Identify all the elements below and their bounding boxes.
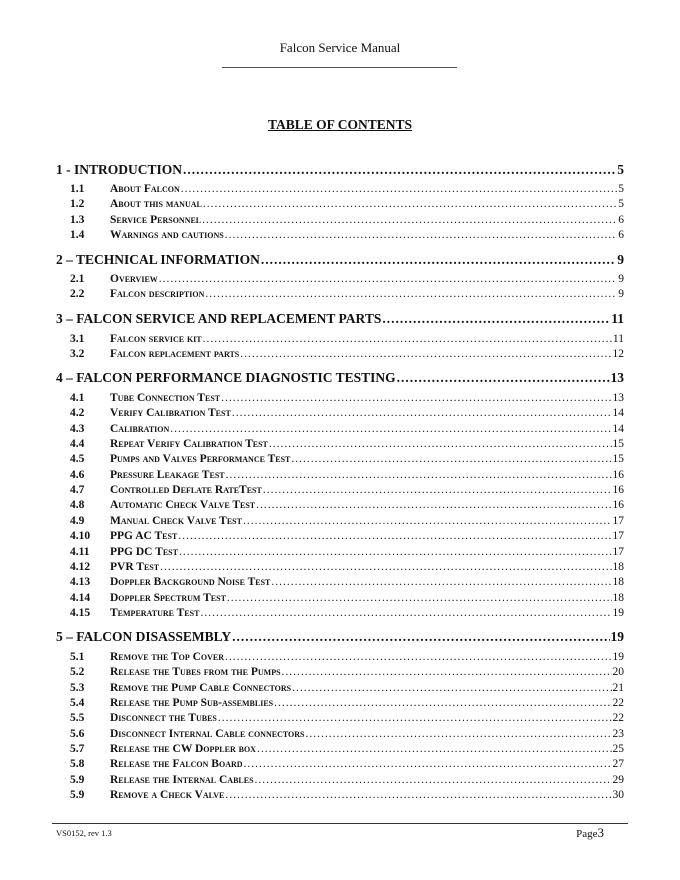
toc-subsection-entry[interactable] bbox=[56, 499, 624, 511]
toc-entry-title: Release the Internal Cables bbox=[110, 773, 254, 786]
toc-entry-number: 5.9 bbox=[70, 773, 85, 786]
toc-leader-dots bbox=[263, 484, 612, 496]
toc-entry-page: 20 bbox=[612, 666, 624, 679]
toc-subsection-entry[interactable] bbox=[56, 288, 624, 300]
toc-leader-dots bbox=[257, 743, 612, 755]
toc-entry-page: 30 bbox=[612, 789, 624, 802]
toc-entry-page: 12 bbox=[612, 348, 624, 361]
toc-entry-title: Release the Tubes from the Pumps bbox=[110, 666, 281, 679]
toc-entry-page: 5 bbox=[617, 162, 624, 177]
toc-entry-number: 4.7 bbox=[70, 484, 85, 497]
toc-subsection-entry[interactable] bbox=[56, 484, 624, 496]
toc-entry-number: 4.6 bbox=[70, 468, 85, 481]
toc-entry-page: 22 bbox=[612, 697, 624, 710]
toc-leader-dots bbox=[179, 546, 612, 558]
footer-page-number: 3 bbox=[597, 825, 604, 840]
toc-entry-page: 14 bbox=[612, 407, 624, 420]
toc-entry-number: 4.8 bbox=[70, 499, 85, 512]
toc-entry-title: 2 – TECHNICAL INFORMATION bbox=[56, 252, 260, 267]
toc-entry-page: 15 bbox=[612, 453, 624, 466]
toc-entry-page: 17 bbox=[612, 545, 624, 558]
toc-subsection-entry[interactable] bbox=[56, 682, 624, 694]
toc-entry-title: Overview bbox=[110, 273, 158, 285]
toc-leader-dots bbox=[202, 214, 617, 226]
toc-entry-number: 5.4 bbox=[70, 697, 85, 710]
toc-leader-dots bbox=[255, 774, 612, 786]
toc-entry-page: 25 bbox=[612, 743, 624, 756]
toc-leader-dots bbox=[397, 370, 610, 386]
toc-entry-title: Remove the Top Cover bbox=[110, 651, 225, 663]
toc-leader-dots bbox=[159, 273, 617, 285]
toc-leader-dots bbox=[200, 607, 611, 619]
toc-entry-page: 6 bbox=[618, 213, 624, 226]
toc-leader-dots bbox=[218, 712, 612, 724]
toc-entry-page: 5 bbox=[618, 183, 624, 195]
toc-entry-number: 1.3 bbox=[70, 213, 85, 226]
toc-entry-title: Automatic Check Valve Test bbox=[110, 499, 256, 512]
toc-subsection-entry[interactable] bbox=[56, 198, 624, 210]
toc-leader-dots bbox=[243, 515, 612, 527]
toc-subsection-entry[interactable] bbox=[56, 576, 624, 588]
toc-leader-dots bbox=[181, 183, 617, 195]
toc-leader-dots bbox=[225, 789, 611, 801]
toc-leader-dots bbox=[183, 162, 616, 178]
toc-entry-page: 18 bbox=[612, 591, 624, 604]
toc-entry-title: About this manual bbox=[110, 198, 202, 211]
toc-subsection-entry[interactable] bbox=[56, 229, 624, 241]
toc-entry-number: 4.10 bbox=[70, 530, 91, 543]
toc-entry-number: 3.1 bbox=[70, 333, 85, 345]
toc-leader-dots bbox=[227, 592, 612, 604]
toc-entry-number: 5.5 bbox=[70, 712, 85, 725]
toc-section-entry[interactable] bbox=[56, 370, 624, 386]
toc-subsection-entry[interactable] bbox=[56, 546, 624, 558]
toc-leader-dots bbox=[170, 423, 611, 435]
toc-entry-title: Falcon description bbox=[110, 288, 205, 301]
toc-subsection-entry[interactable] bbox=[56, 743, 624, 755]
toc-subsection-entry[interactable] bbox=[56, 697, 624, 709]
footer-rule bbox=[52, 823, 628, 824]
toc-entry-page: 16 bbox=[612, 499, 624, 512]
toc-entry-number: 5.2 bbox=[70, 666, 85, 679]
toc-entry-number: 5.6 bbox=[70, 727, 85, 740]
toc-entry-page: 23 bbox=[612, 727, 624, 740]
toc-entry-title: PPG AC Test bbox=[110, 530, 178, 543]
toc-entry-title: Doppler Background Noise Test bbox=[110, 576, 271, 589]
toc-entry-title: Disconnect Internal Cable connectors bbox=[110, 727, 305, 740]
toc-subsection-entry[interactable] bbox=[56, 453, 624, 465]
toc-leader-dots bbox=[221, 392, 611, 404]
toc-entry-title: Release the Pump Sub-assemblies bbox=[110, 697, 274, 710]
toc-entry-page: 27 bbox=[612, 758, 624, 771]
toc-leader-dots bbox=[226, 469, 612, 481]
toc-entry-number: 5.9 bbox=[70, 789, 85, 802]
toc-subsection-entry[interactable] bbox=[56, 666, 624, 678]
toc-entry-number: 4.13 bbox=[70, 576, 91, 589]
toc-entry-page: 19 bbox=[612, 606, 624, 619]
toc-entry-page: 5 bbox=[618, 198, 624, 211]
footer-doc-id: VS0152, rev 1.3 bbox=[56, 828, 112, 838]
toc-entry-number: 4.11 bbox=[70, 545, 90, 558]
toc-entry-number: 2.2 bbox=[70, 288, 85, 301]
toc-section-entry[interactable] bbox=[56, 311, 624, 327]
toc-entry-number: 2.1 bbox=[70, 273, 85, 285]
toc-entry-page: 18 bbox=[612, 576, 624, 589]
toc-subsection-entry[interactable] bbox=[56, 592, 624, 604]
toc-subsection-entry[interactable] bbox=[56, 515, 624, 527]
toc-leader-dots bbox=[203, 333, 612, 345]
toc-leader-dots bbox=[178, 530, 611, 542]
toc-entry-title: Pressure Leakage Test bbox=[110, 468, 225, 481]
footer-page bbox=[576, 825, 604, 841]
toc-entry-title: Doppler Spectrum Test bbox=[110, 591, 226, 604]
toc-entry-number: 4.2 bbox=[70, 407, 85, 420]
toc-leader-dots bbox=[382, 311, 610, 327]
toc-entry-title: Remove a Check Valve bbox=[110, 789, 225, 802]
toc-subsection-entry[interactable] bbox=[56, 348, 624, 360]
toc-entry-number: 5.3 bbox=[70, 681, 85, 694]
toc-entry-page: 21 bbox=[612, 681, 624, 694]
toc-entry-page: 15 bbox=[612, 438, 624, 451]
toc-entry-title: Tube Connection Test bbox=[110, 392, 221, 404]
toc-entry-page: 18 bbox=[612, 560, 624, 573]
toc-entry-title: Service Personnel bbox=[110, 213, 202, 226]
toc-entry-title: About Falcon bbox=[110, 183, 180, 195]
toc-leader-dots bbox=[160, 561, 611, 573]
toc-subsection-entry[interactable] bbox=[56, 273, 624, 285]
toc-entry-title: Falcon service kit bbox=[110, 333, 202, 345]
toc-leader-dots bbox=[292, 682, 611, 694]
toc-entry-number: 4.1 bbox=[70, 392, 85, 404]
toc-leader-dots bbox=[244, 758, 612, 770]
toc-entry-number: 3.2 bbox=[70, 348, 85, 361]
toc-entry-number: 1.2 bbox=[70, 198, 85, 211]
toc-entry-number: 4.12 bbox=[70, 560, 91, 573]
toc-entry-title: Disconnect the Tubes bbox=[110, 712, 217, 725]
toc-entry-title: PVR Test bbox=[110, 560, 160, 573]
toc-entry-page: 6 bbox=[618, 229, 624, 242]
toc-section-entry[interactable] bbox=[56, 252, 624, 268]
toc-entry-number: 1.1 bbox=[70, 183, 85, 195]
toc-entry-page: 19 bbox=[610, 629, 624, 644]
toc-leader-dots bbox=[256, 499, 611, 511]
toc-entry-title: 3 – FALCON SERVICE AND REPLACEMENT PARTS bbox=[56, 311, 382, 326]
toc-entry-title: Calibration bbox=[110, 422, 170, 435]
toc-entry-page: 9 bbox=[617, 252, 624, 267]
toc-entry-title: Pumps and Valves Performance Test bbox=[110, 453, 291, 466]
toc-subsection-entry[interactable] bbox=[56, 438, 624, 450]
toc-entry-page: 14 bbox=[612, 422, 624, 435]
toc-leader-dots bbox=[269, 438, 612, 450]
toc-entry-title: Repeat Verify Calibration Test bbox=[110, 438, 268, 451]
toc-subsection-entry[interactable] bbox=[56, 183, 624, 195]
toc-subsection-entry[interactable] bbox=[56, 392, 624, 404]
toc-entry-title: PPG DC Test bbox=[110, 545, 178, 558]
toc-leader-dots bbox=[205, 288, 617, 300]
toc-entry-number: 4.4 bbox=[70, 438, 85, 451]
toc-entry-title: Warnings and cautions bbox=[110, 229, 224, 242]
toc-leader-dots bbox=[225, 229, 618, 241]
toc-entry-page: 9 bbox=[618, 273, 624, 285]
toc-entry-number: 4.9 bbox=[70, 514, 85, 527]
toc-subsection-entry[interactable] bbox=[56, 214, 624, 226]
toc-entry-page: 16 bbox=[612, 468, 624, 481]
toc-entry-page: 11 bbox=[612, 333, 624, 345]
toc-subsection-entry[interactable] bbox=[56, 728, 624, 740]
toc-subsection-entry[interactable] bbox=[56, 712, 624, 724]
footer-page-label: Page bbox=[576, 828, 598, 840]
toc-subsection-entry[interactable] bbox=[56, 530, 624, 542]
toc-entry-title: Manual Check Valve Test bbox=[110, 514, 242, 527]
toc-subsection-entry[interactable] bbox=[56, 607, 624, 619]
toc-leader-dots bbox=[232, 629, 609, 645]
toc-leader-dots bbox=[274, 697, 611, 709]
toc-entry-page: 13 bbox=[610, 370, 624, 385]
toc-subsection-entry[interactable] bbox=[56, 469, 624, 481]
toc-entry-number: 1.4 bbox=[70, 229, 85, 242]
toc-entry-number: 4.5 bbox=[70, 453, 85, 466]
toc-entry-title: Falcon replacement parts bbox=[110, 348, 240, 361]
toc-entry-title: Verify Calibration Test bbox=[110, 407, 231, 420]
toc-subsection-entry[interactable] bbox=[56, 407, 624, 419]
toc-leader-dots bbox=[203, 198, 617, 210]
toc-subsection-entry[interactable] bbox=[56, 789, 624, 801]
toc-entry-page: 19 bbox=[612, 651, 624, 663]
toc-leader-dots bbox=[271, 576, 611, 588]
toc-leader-dots bbox=[306, 728, 612, 740]
toc-entry-title: 1 - INTRODUCTION bbox=[56, 162, 183, 177]
toc-leader-dots bbox=[282, 666, 612, 678]
toc-leader-dots bbox=[261, 252, 616, 268]
toc-section-entry[interactable] bbox=[56, 629, 624, 645]
toc-entry-page: 13 bbox=[612, 392, 624, 404]
toc-entry-number: 4.15 bbox=[70, 606, 91, 619]
toc-leader-dots bbox=[240, 348, 611, 360]
toc-subsection-entry[interactable] bbox=[56, 774, 624, 786]
toc-entry-title: 4 – FALCON PERFORMANCE DIAGNOSTIC TESTING bbox=[56, 370, 396, 385]
toc-entry-title: Temperature Test bbox=[110, 606, 200, 619]
toc-subsection-entry[interactable] bbox=[56, 651, 624, 663]
toc-entry-page: 29 bbox=[612, 773, 624, 786]
toc-subsection-entry[interactable] bbox=[56, 333, 624, 345]
toc-entry-page: 22 bbox=[612, 712, 624, 725]
toc-entry-page: 17 bbox=[612, 530, 624, 543]
toc-leader-dots bbox=[225, 651, 611, 663]
toc-leader-dots bbox=[291, 453, 611, 465]
toc-leader-dots bbox=[232, 407, 612, 419]
toc-entry-page: 11 bbox=[611, 311, 624, 326]
toc-entry-page: 9 bbox=[618, 288, 624, 301]
toc-section-entry[interactable] bbox=[56, 162, 624, 178]
toc-entry-title: 5 – FALCON DISASSEMBLY bbox=[56, 629, 232, 644]
toc-entry-title: Release the CW Doppler box bbox=[110, 743, 256, 756]
toc-subsection-entry[interactable] bbox=[56, 423, 624, 435]
toc-entry-number: 4.3 bbox=[70, 422, 85, 435]
toc-heading: TABLE OF CONTENTS bbox=[267, 117, 413, 132]
toc-subsection-entry[interactable] bbox=[56, 561, 624, 573]
toc-entry-title: Release the Falcon Board bbox=[110, 758, 243, 771]
toc-entry-title: Controlled Deflate RateTest bbox=[110, 484, 262, 497]
toc-entry-number: 4.14 bbox=[70, 591, 91, 604]
toc-entry-page: 17 bbox=[612, 514, 624, 527]
toc-entry-page: 16 bbox=[612, 484, 624, 497]
toc-entry-number: 5.7 bbox=[70, 743, 85, 756]
toc-subsection-entry[interactable] bbox=[56, 758, 624, 770]
running-header-title: Falcon Service Manual bbox=[279, 40, 401, 55]
toc-entry-title: Remove the Pump Cable Connectors bbox=[110, 681, 292, 694]
toc-entry-number: 5.8 bbox=[70, 758, 85, 771]
header-rule bbox=[222, 67, 457, 68]
toc-entry-number: 5.1 bbox=[70, 651, 85, 663]
